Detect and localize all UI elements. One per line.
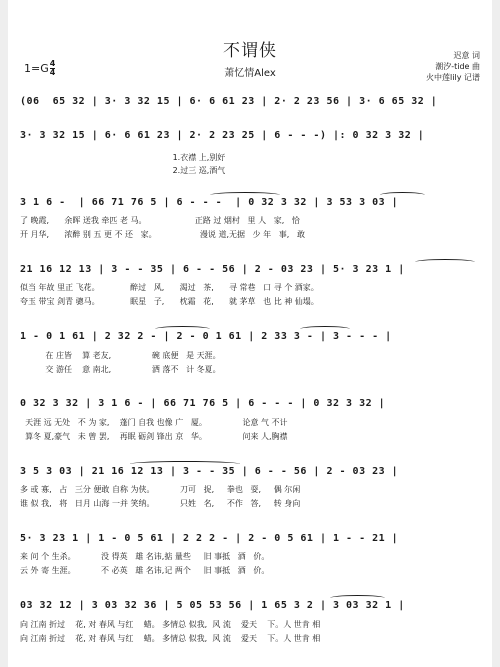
system-7-lyric-1: 多 或 寡, 占 三分 便敢 自称 为侠。 刀可 捉, 拳也 耍, 偶 尔闲 <box>20 485 301 494</box>
system-5-notes: 1 - 0 1 61 | 2 32 2 - | 2 - 0 1 61 | 2 33 3 - | 3 - - - | <box>20 331 392 342</box>
credits <box>426 50 480 83</box>
system-2-lyric-2: 2.过三 巡,酒气 <box>20 166 226 175</box>
system-6-lyric-2: 算冬 夏,豪气 未 曾 罢, 再眠 砺剑 锋出 京 华。 问来 人,胸襟 <box>20 432 288 441</box>
system-3-lyric-2: 开 月华, 浓醉 别 五 更 不 还 家。 漫说 道,无据 少 年 事, 敢 <box>20 230 305 239</box>
key-label: 1=G <box>24 62 49 75</box>
system-9-lyric-2: 向 江南 折过 花, 对 春风 与红 蜡。 多情总 似我, 风 流 爱天 下。人 世肯 相 <box>20 634 321 643</box>
slur-mark <box>330 595 385 601</box>
system-9-lyric-1: 向 江南 折过 花, 对 春风 与红 蜡。 多情总 似我, 风 流 爱天 下。人 世肯 相 <box>20 620 321 629</box>
slur-mark <box>300 326 350 332</box>
system-7-notes: 3 5 3 03 | 21 16 12 13 | 3 - - 35 | 6 - - 56 | 2 - 03 23 | <box>20 466 399 477</box>
credit-composer: 潮汐-tide 曲 <box>435 62 480 71</box>
system-4-notes: 21 16 12 13 | 3 - - 35 | 6 - - 56 | 2 - 03 23 | 5· 3 23 1 | <box>20 264 405 275</box>
system-8-notes: 5· 3 23 1 | 1 - 0 5 61 | 2 2 2 - | 2 - 0 5 61 | 1 - - 21 | <box>20 533 399 544</box>
system-1-notes: (06 65 32 | 3· 3 32 15 | 6· 6 61 23 | 2· 2 23 56 | 3· 6 65 32 | <box>20 96 438 107</box>
system-8-lyric-2: 云 外 寄 生涯。 不 必英 雄 名讳,记 两个 旧 事抵 酒 价。 <box>20 566 270 575</box>
left-page-edge <box>0 0 8 667</box>
system-3-lyric-1: 了 晚霞, 余晖 送我 牵匹 老 马。 正路 过 烟村 里 人 家, 恰 <box>20 216 300 225</box>
credit-lyricist: 迟意 词 <box>453 51 480 60</box>
system-3-notes: 3 1 6 - | 66 71 76 5 | 6 - - - | 0 32 3 32 | 3 53 3 03 | <box>20 197 399 208</box>
system-2-lyric-1: 1.衣襟 上,别好 <box>20 153 226 162</box>
system-6-lyric-1: 天涯 远 无处 不 为 家, 蓬门 自我 也像 广 厦。 论意 气 不计 <box>20 418 288 427</box>
slur-mark <box>380 192 425 198</box>
time-bottom: 4 <box>49 68 56 77</box>
system-5-lyric-1: 在 庄皆 算 老友, 碗 底便 是 天涯。 <box>20 351 221 360</box>
credit-transcriber: 火中莲lily 记谱 <box>426 73 480 82</box>
system-5-lyric-2: 交 游任 意 南北, 洒 落不 计 冬夏。 <box>20 365 221 374</box>
system-8-lyric-1: 来 问 个 生杀。 没 得英 雄 名讳,掂 量些 旧 事抵 酒 价。 <box>20 552 270 561</box>
system-9-notes: 03 32 12 | 3 03 32 36 | 5 05 53 56 | 1 65 3 2 | 3 03 32 1 | <box>20 600 405 611</box>
time-top: 4 <box>49 59 56 68</box>
slur-mark <box>130 461 240 467</box>
slur-mark <box>155 326 210 332</box>
song-title: 不谓侠 <box>223 41 277 61</box>
right-page-edge <box>492 0 500 667</box>
singer-name: 萧忆情Alex <box>224 68 276 79</box>
system-6-notes: 0 32 3 32 | 3 1 6 - | 66 71 76 5 | 6 - - - | 0 32 3 32 | <box>20 398 386 409</box>
system-2-notes: 3· 3 32 15 | 6· 6 61 23 | 2· 2 23 25 | 6 - - -) |: 0 32 3 32 | <box>20 130 425 141</box>
system-7-lyric-2: 谁 似 我, 将 日月 山海 一并 笑纳。 只姓 名, 不作 答, 转 身向 <box>20 499 301 508</box>
system-4-lyric-2: 夸玉 带宝 剑青 骢马。 眠星 子, 枕霜 花, 就 茅草 也 比 神 仙塌。 <box>20 297 319 306</box>
score-sheet <box>20 0 480 667</box>
key-signature <box>24 60 55 77</box>
slur-mark <box>415 259 475 265</box>
time-signature <box>50 60 56 77</box>
slur-mark <box>210 192 280 198</box>
system-4-lyric-1: 似当 年故 里正 飞花。 醉过 风, 渴过 茶, 寻 常巷 口 寻 个 酒家。 <box>20 283 319 292</box>
